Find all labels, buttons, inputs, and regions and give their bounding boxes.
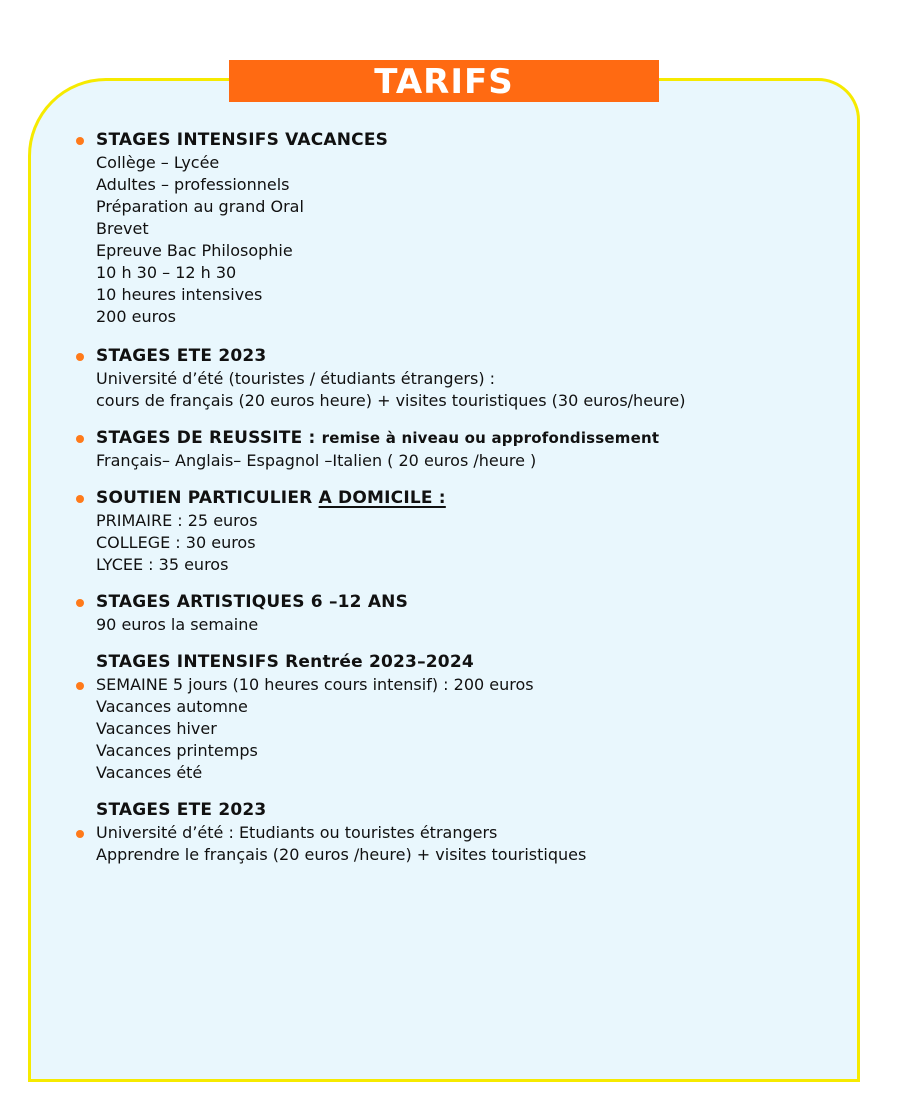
text-line: Vacances printemps: [96, 741, 258, 760]
text-line: cours de français (20 euros heure) + visites touristiques (30 euros/heure): [96, 391, 686, 410]
text-line: Université d’été (touristes / étudiants étrangers) :: [96, 369, 496, 388]
text-line: Université d’été : Etudiants ou touristes étrangers: [76, 822, 836, 844]
section-stages-de-reussite: [76, 426, 836, 472]
section-heading: STAGES ETE 2023: [76, 344, 836, 368]
bullet-icon: [76, 353, 84, 361]
section-stages-ete-2023-b: [76, 798, 836, 866]
section-heading: STAGES ARTISTIQUES 6 –12 ANS: [76, 590, 836, 614]
text-line: LYCEE : 35 euros: [96, 555, 229, 574]
text-line: 90 euros la semaine: [96, 615, 259, 634]
text-line: Vacances été: [96, 763, 203, 782]
tariffs-content: [76, 128, 836, 880]
text-line: Collège – Lycée: [96, 153, 220, 172]
heading-suffix: remise à niveau ou approfondissement: [321, 429, 660, 447]
section-heading: STAGES ETE 2023: [96, 800, 267, 820]
text-line: Brevet: [96, 219, 149, 238]
section-heading: STAGES DE REUSSITE : remise à niveau ou approfondissement: [76, 426, 836, 450]
section-heading: STAGES INTENSIFS VACANCES: [76, 128, 836, 152]
title-banner: [229, 60, 659, 102]
section-stages-artistiques: [76, 590, 836, 636]
text-line: Epreuve Bac Philosophie: [96, 241, 293, 260]
text-line: PRIMAIRE : 25 euros: [96, 511, 258, 530]
text-line: 10 h 30 – 12 h 30: [96, 263, 237, 282]
bullet-icon: [76, 495, 84, 503]
text-line: Apprendre le français (20 euros /heure) + visites touristiques: [96, 845, 587, 864]
section-heading: SOUTIEN PARTICULIER A DOMICILE :: [76, 486, 836, 510]
text-line: Vacances automne: [96, 697, 248, 716]
text-line: 200 euros: [96, 307, 176, 326]
text-line: COLLEGE : 30 euros: [96, 533, 256, 552]
section-stages-ete-2023: [76, 344, 836, 412]
bullet-icon: [76, 830, 84, 838]
text-line: Vacances hiver: [96, 719, 217, 738]
section-heading: STAGES INTENSIFS Rentrée 2023–2024: [96, 652, 474, 672]
heading-underlined: A DOMICILE :: [318, 488, 446, 508]
text-line: 10 heures intensives: [96, 285, 263, 304]
bullet-icon: [76, 682, 84, 690]
text-line: Français– Anglais– Espagnol –Italien ( 20 euros /heure ): [96, 451, 537, 470]
section-stages-intensifs-rentree: [76, 650, 836, 784]
text-line: Préparation au grand Oral: [96, 197, 304, 216]
page-title: TARIFS: [374, 62, 514, 102]
section-stages-intensifs-vacances: [76, 128, 836, 328]
bullet-icon: [76, 137, 84, 145]
section-soutien-particulier: [76, 486, 836, 576]
text-line: SEMAINE 5 jours (10 heures cours intensif) : 200 euros: [76, 674, 836, 696]
text-line: Adultes – professionnels: [96, 175, 290, 194]
bullet-icon: [76, 435, 84, 443]
bullet-icon: [76, 599, 84, 607]
